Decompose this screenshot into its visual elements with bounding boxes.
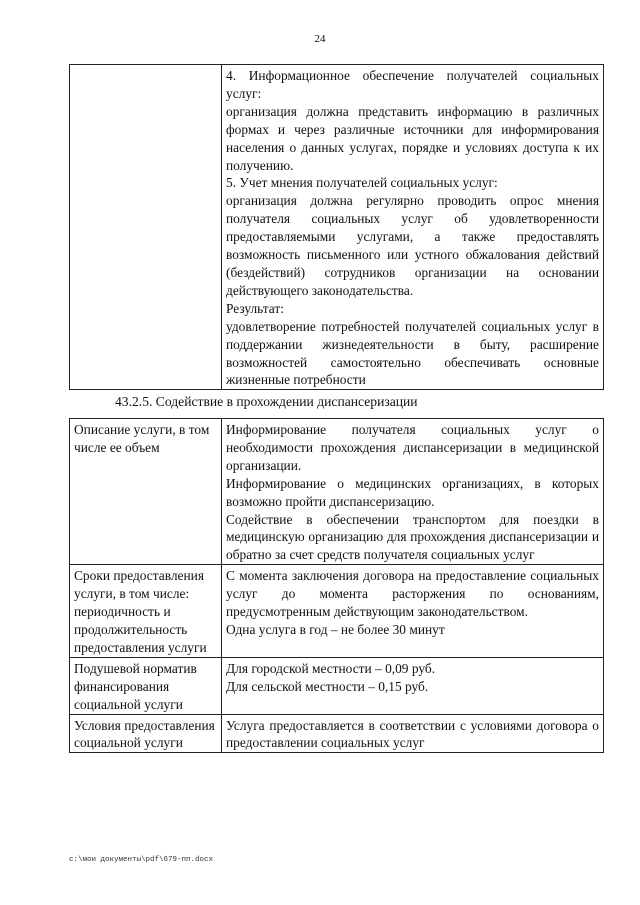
row-content — [222, 419, 604, 565]
paragraph: Результат: — [226, 300, 284, 316]
paragraph: организация должна регулярно проводить опрос мнения получателя социальных услуг об удовлетворенности предоставляемыми услугами, а также предоставлять возможность письменного или устного обжалования действий (бездействий) сотрудников организации на основании действующего законодательства. — [226, 193, 599, 298]
paragraph: Содействие в обеспечении транспортом для поездки в медицинскую организацию для прохождения диспансеризации и обратно за счет средств получателя социальных услуг — [226, 511, 599, 563]
row-label: Описание услуги, в том числе ее объем — [70, 419, 222, 565]
file-path-footer: c:\мои документы\pdf\679-пп.docx — [69, 856, 214, 864]
paragraph: Информирование получателя социальных услуг о необходимости прохождения диспансеризации в медицинской организации. — [226, 422, 599, 473]
content-cell — [222, 65, 604, 390]
table-row — [70, 657, 604, 714]
table-row — [70, 714, 604, 753]
row-content — [222, 714, 604, 753]
row-content — [222, 657, 604, 714]
continuation-table — [69, 64, 604, 390]
paragraph: 4. Информационное обеспечение получателей социальных услуг: — [226, 68, 599, 101]
label-cell-empty — [70, 65, 222, 390]
paragraph: организация должна представить информацию в различных формах и через различные источники для информирования населения о данных услугах, порядке и условиях доступа к их получению. — [226, 103, 599, 173]
paragraph: Услуга предоставляется в соответствии с условиями договора о предоставлении социальных услуг — [226, 717, 599, 751]
table-row — [70, 65, 604, 390]
paragraph: Для городской местности – 0,09 руб. — [226, 660, 436, 676]
row-content — [222, 565, 604, 658]
service-table — [69, 418, 604, 753]
row-label: Условия предоставления социальной услуги — [70, 714, 222, 753]
table-row — [70, 419, 604, 565]
row-label: Сроки предоставления услуги, в том числе: периодичность и продолжительность предоставления услуги — [70, 565, 222, 658]
paragraph: удовлетворение потребностей получателей социальных услуг в поддержании жизнедеятельности в быту, расширение возможностей самостоятельно обеспечивать основные жизненные потребности — [226, 318, 599, 388]
paragraph: 5. Учет мнения получателей социальных услуг: — [226, 175, 498, 191]
section-heading: 43.2.5. Содействие в прохождении диспансеризации — [115, 394, 418, 409]
row-label: Подушевой норматив финансирования социальной услуги — [70, 657, 222, 714]
page-number: 24 — [314, 33, 326, 45]
table-row — [70, 565, 604, 658]
paragraph: Для сельской местности – 0,15 руб. — [226, 678, 429, 694]
paragraph: С момента заключения договора на предоставление социальных услуг до момента расторжения по основаниям, предусмотренным действующим законодательством. — [226, 568, 599, 620]
paragraph: Одна услуга в год – не более 30 минут — [226, 621, 445, 637]
paragraph: Информирование о медицинских организациях, в которых возможно пройти диспансеризацию. — [226, 475, 599, 509]
